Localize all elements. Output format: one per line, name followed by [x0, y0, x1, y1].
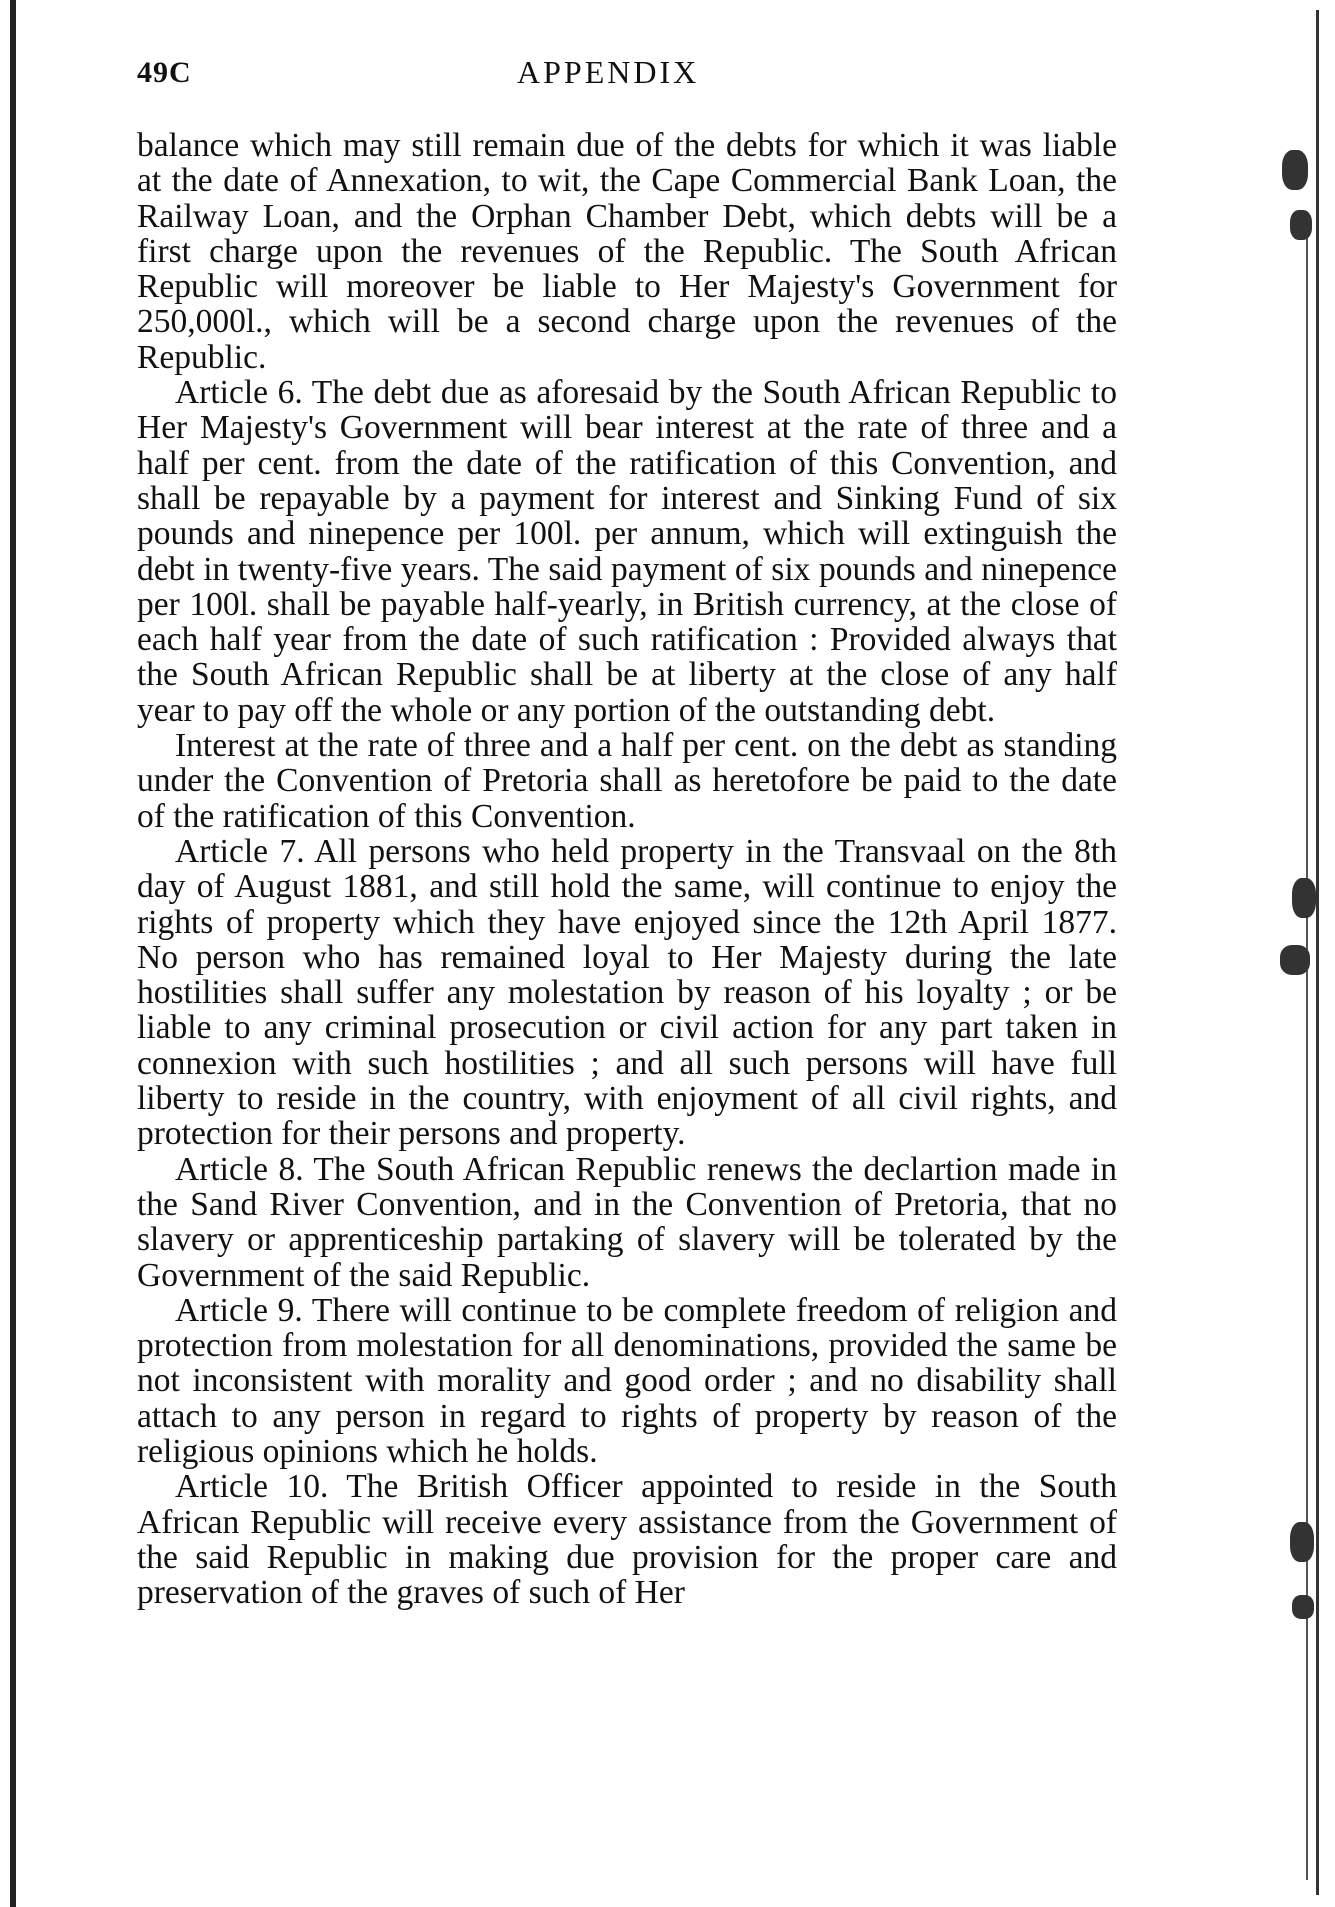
text-body — [137, 128, 1117, 1610]
page-edge-right — [1316, 10, 1319, 1895]
page-edge-right-inner — [1306, 230, 1308, 1880]
page-header — [137, 48, 1117, 98]
paragraph-article-10: Article 10. The British Officer appointed to reside in the South African Republic will receive every assistance from the Government of the said Republic in making due provision for the proper care and preservation of the graves of such of Her — [137, 1468, 1117, 1612]
ink-smudge — [1280, 945, 1310, 975]
running-head: APPENDIX — [517, 54, 700, 90]
paragraph-interest: Interest at the rate of three and a half per cent. on the debt as standing under the Convention of Pretoria shall as heretofore be paid to the date of the ratification of this Convention. — [137, 727, 1117, 835]
paragraph-article-6: Article 6. The debt due as aforesaid by the South African Republic to Her Majesty's Government will bear interest at the rate of three and a half per cent. from the date of the ratification of this Convention, and shall be repayable by a payment for interest and Sinking Fund of six pounds and ninepence per 100l. per annum, which will extinguish the debt in twenty-five years. The said payment of six pounds and ninepence per 100l. shall be payable half-yearly, in British currency, at the close of each half year from the date of such ratification : Provided always that the South African Republic shall be at liberty at the close of any half year to pay off the whole or any portion of the outstanding debt. — [137, 374, 1117, 729]
paragraph-article-9: Article 9. There will continue to be complete freedom of religion and protection from molestation for all denominations, provided the same be not inconsistent with morality and good order ; and no disability shall attach to any person in regard to rights of property by reason of the religious opinions which he holds. — [137, 1291, 1117, 1470]
ink-smudge — [1290, 1522, 1314, 1562]
ink-smudge — [1282, 150, 1308, 190]
paragraph-continuation: balance which may still remain due of the debts for which it was liable at the date of Annexation, to wit, the Cape Commercial Bank Loan, the Railway Loan, and the Orphan Chamber Debt, which debts will be a first charge upon the revenues of the Republic. The South African Republic will moreover be liable to Her Majesty's Government for 250,000l., which will be a second charge upon the revenues of the Republic. — [137, 127, 1117, 376]
page-edge-left — [10, 0, 16, 1907]
ink-smudge — [1292, 878, 1316, 918]
paragraph-article-7: Article 7. All persons who held property in the Transvaal on the 8th day of August 1881, and still hold the same, will continue to enjoy the rights of property which they have enjoyed since the 12th April 1877. No person who has remained loyal to Her Majesty during the late hostilities shall suffer any molestation by reason of his loyalty ; or be liable to any criminal prosecution or civil action for any part taken in connexion with such hostilities ; and all such persons will have full liberty to reside in the country, with enjoyment of all civil rights, and protection for their persons and property. — [137, 832, 1117, 1153]
paragraph-article-8: Article 8. The South African Republic renews the declartion made in the Sand River Convention, and in the Convention of Pretoria, that no slavery or apprenticeship partaking of slavery will be tolerated by the Government of the said Republic. — [137, 1150, 1117, 1294]
ink-smudge — [1290, 210, 1312, 240]
page-number: 49C — [137, 56, 192, 89]
ink-smudge — [1292, 1595, 1314, 1619]
